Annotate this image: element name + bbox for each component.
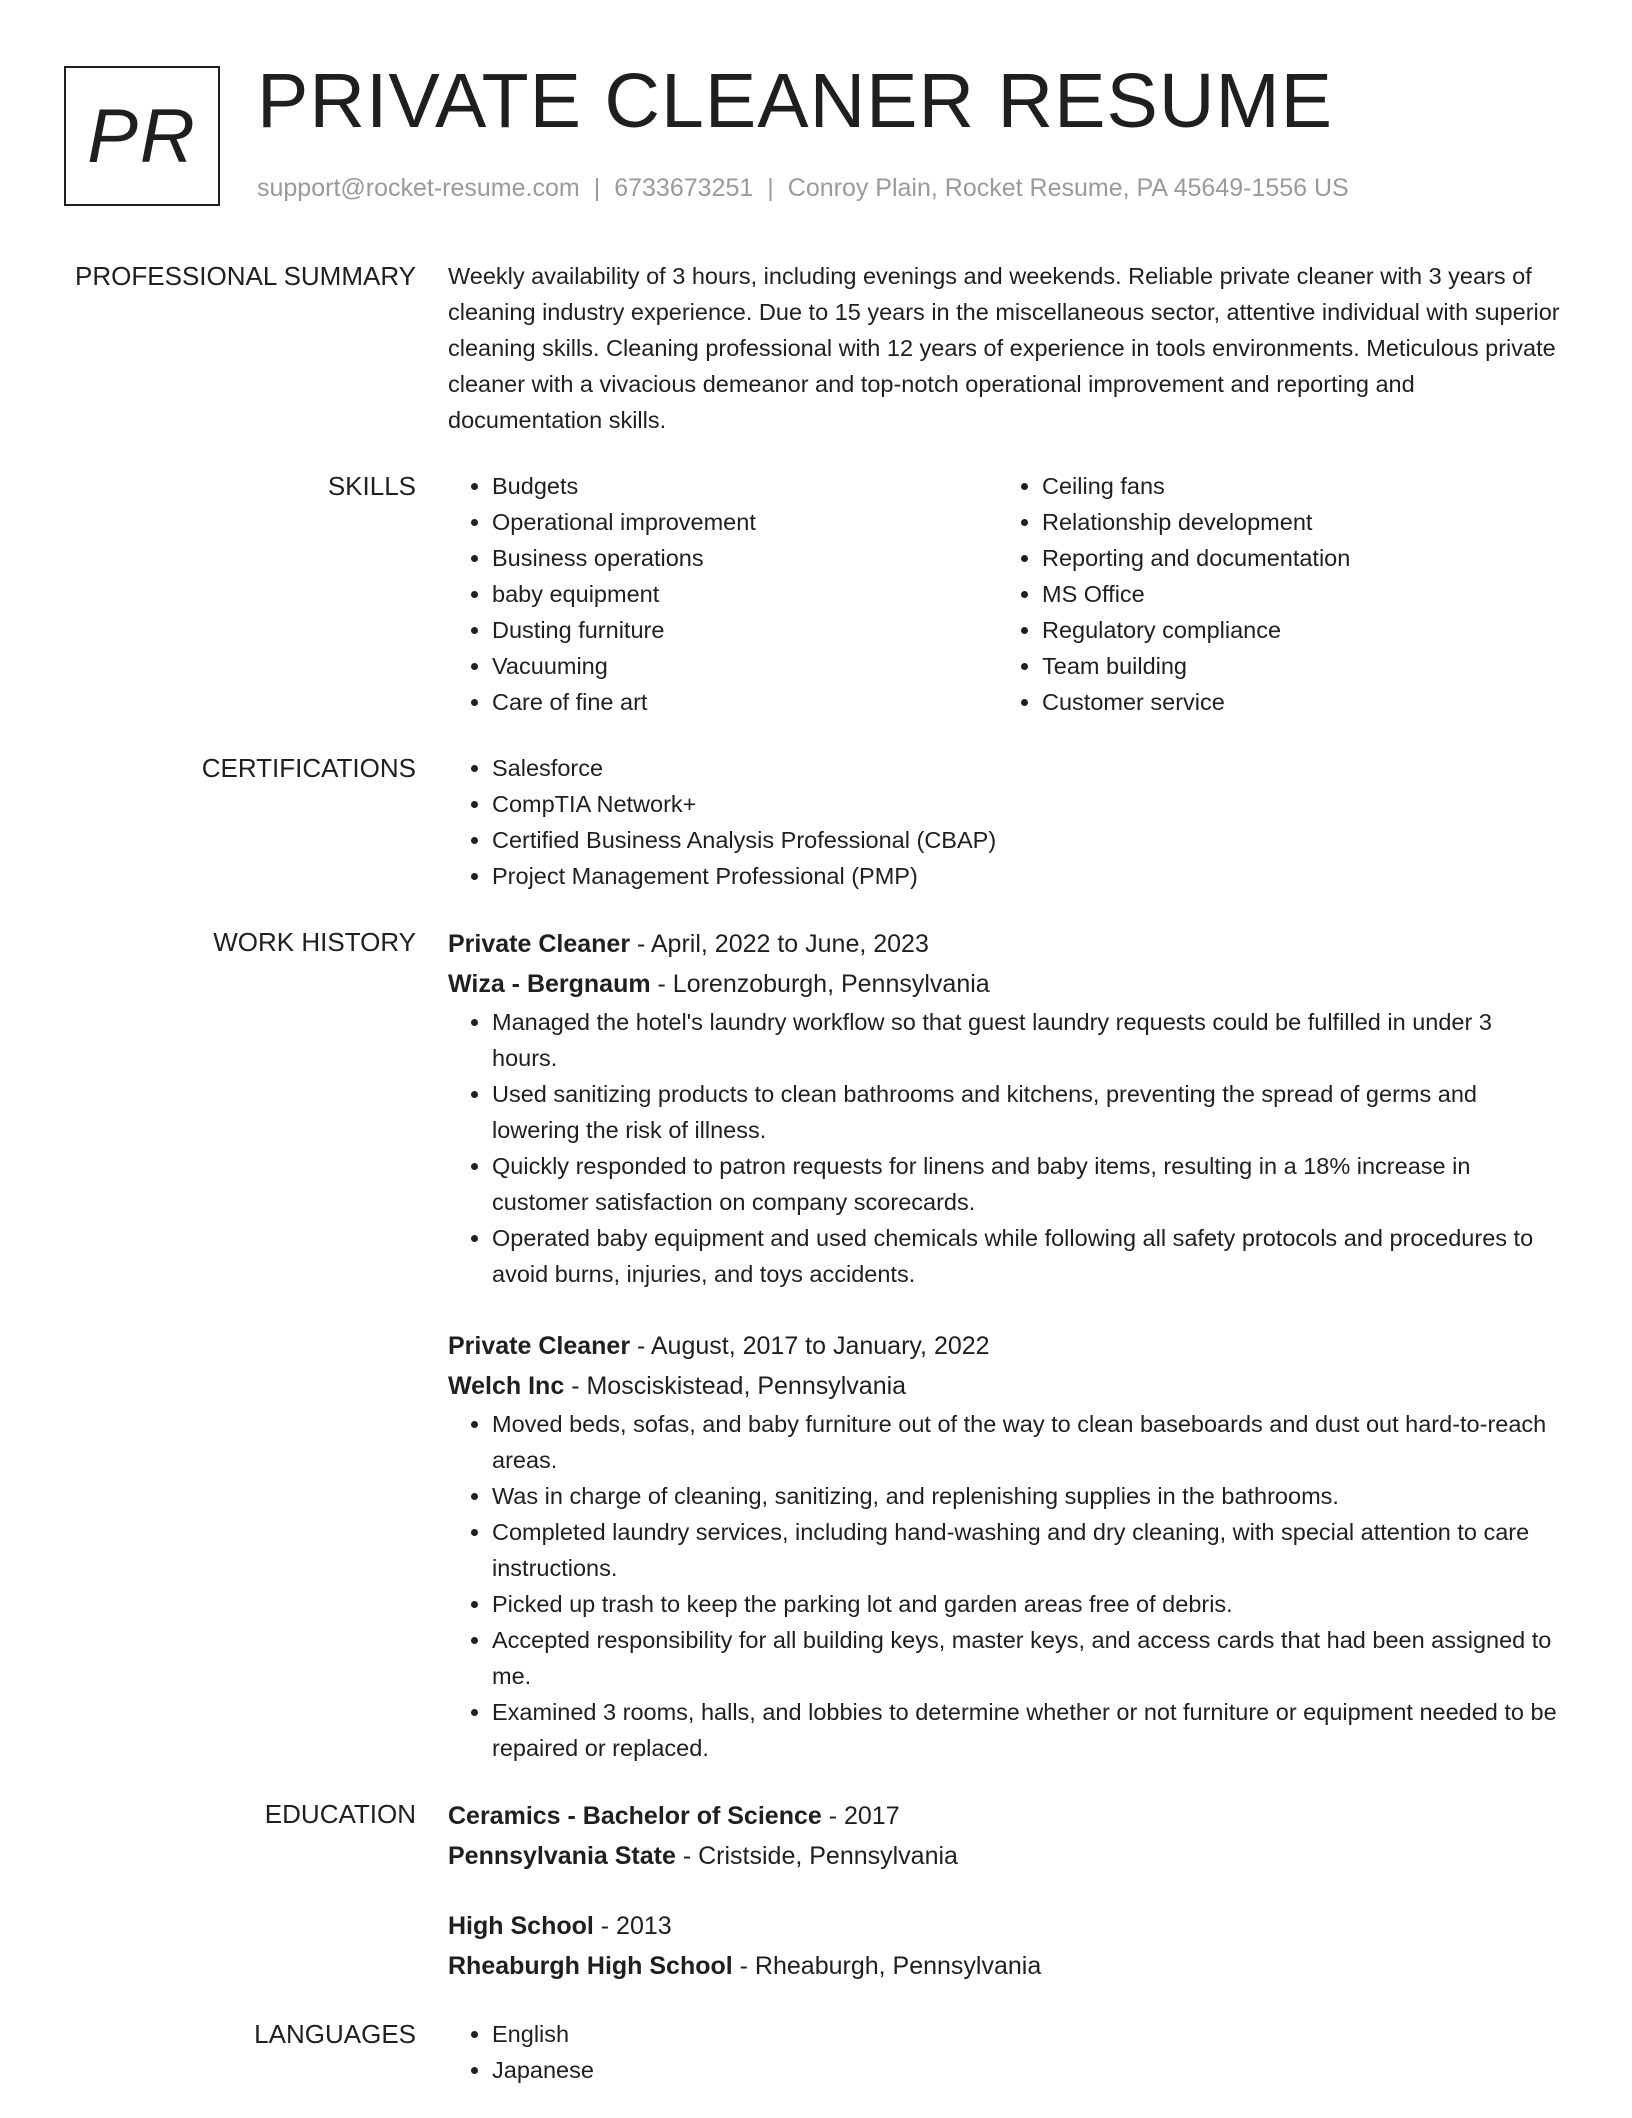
list-item: • Accepted responsibility for all building keys, master keys, and access cards that had been assigned to me. (492, 1622, 1560, 1694)
contact-separator: | (593, 174, 601, 202)
list-item: • Salesforce (492, 750, 1560, 786)
list-item: • Budgets (492, 468, 998, 504)
education-degree: High School (448, 1912, 594, 1940)
page-title: PRIVATE CLEANER RESUME (257, 58, 1333, 144)
education-degree: Ceramics - Bachelor of Science (448, 1802, 822, 1830)
list-item: • MS Office (1042, 576, 1548, 612)
job-role: Private Cleaner (448, 1332, 631, 1360)
list-item: • Vacuuming (492, 648, 998, 684)
contact-email[interactable]: support@rocket-resume.com (257, 174, 580, 202)
list-item: • Examined 3 rooms, halls, and lobbies to determine whether or not furniture or equipment needed to be repaired or replaced. (492, 1694, 1560, 1766)
section-title: CERTIFICATIONS (201, 753, 416, 783)
list-item: • Operational improvement (492, 504, 998, 540)
section-languages (0, 2016, 1632, 2088)
contact-separator: | (767, 174, 774, 202)
languages-list (448, 2016, 1560, 2088)
list-item: • Used sanitizing products to clean bathrooms and kitchens, preventing the spread of germs and lowering the risk of illness. (492, 1076, 1560, 1148)
skills-column-right (998, 468, 1548, 720)
job-bullets (448, 1406, 1560, 1766)
job-location: - Lorenzoburgh, Pennsylvania (650, 970, 990, 998)
education-school: Rheaburgh High School (448, 1952, 733, 1980)
education-location: - Cristside, Pennsylvania (675, 1842, 958, 1870)
job-entry (448, 924, 1560, 1292)
section-title: WORK HISTORY (213, 927, 416, 957)
list-item: • Reporting and documentation (1042, 540, 1548, 576)
list-item: • Business operations (492, 540, 998, 576)
job-company-line (448, 1366, 1560, 1406)
education-school: Pennsylvania State (448, 1842, 676, 1870)
section-body (448, 750, 1560, 894)
job-bullets (448, 1004, 1560, 1292)
list-item: • Regulatory compliance (1042, 612, 1548, 648)
section-certifications (0, 750, 1632, 894)
section-title: PROFESSIONAL SUMMARY (75, 261, 416, 291)
list-item: • Quickly responded to patron requests for linens and baby items, resulting in a 18% increase in customer satisfaction on company scorecards. (492, 1148, 1560, 1220)
contact-line (257, 174, 1592, 203)
section-body (448, 924, 1560, 1766)
section-work-history (0, 924, 1632, 1766)
section-education (0, 1796, 1632, 1986)
section-body (448, 258, 1560, 438)
education-year: - 2017 (821, 1802, 900, 1830)
skills-list (998, 468, 1548, 720)
education-degree-line (448, 1796, 1560, 1836)
list-item: • Japanese (492, 2052, 1560, 2088)
job-dates: - April, 2022 to June, 2023 (630, 930, 929, 958)
list-item: • Care of fine art (492, 684, 998, 720)
list-item: • English (492, 2016, 1560, 2052)
list-item: • Managed the hotel's laundry workflow so that guest laundry requests could be fulfilled in under 3 hours. (492, 1004, 1560, 1076)
section-body (448, 2016, 1560, 2088)
list-item: • Completed laundry services, including hand-washing and dry cleaning, with special attention to care instructions. (492, 1514, 1560, 1586)
list-item: • Dusting furniture (492, 612, 998, 648)
contact-phone[interactable]: 6733673251 (614, 174, 754, 202)
list-item: • Moved beds, sofas, and baby furniture out of the way to clean baseboards and dust out hard-to-reach areas. (492, 1406, 1560, 1478)
job-company: Wiza - Bergnaum (448, 970, 651, 998)
list-item: • baby equipment (492, 576, 998, 612)
job-company: Welch Inc (448, 1372, 565, 1400)
section-title: SKILLS (327, 471, 416, 501)
list-item: • Relationship development (1042, 504, 1548, 540)
education-school-line (448, 1836, 1560, 1876)
resume-header (257, 52, 1592, 203)
list-item: • Team building (1042, 648, 1548, 684)
education-year: - 2013 (593, 1912, 672, 1940)
list-item: • Was in charge of cleaning, sanitizing, and replenishing supplies in the bathrooms. (492, 1478, 1560, 1514)
education-entry (448, 1906, 1560, 1986)
education-location: - Rheaburgh, Pennsylvania (732, 1952, 1042, 1980)
list-item: • Customer service (1042, 684, 1548, 720)
summary-text: Weekly availability of 3 hours, including evenings and weekends. Reliable private cleaner with 3 years of cleaning industry experience. Due to 15 years in the miscellaneous sector, attentive individual with superior cleaning skills. Cleaning professional with 12 years of experience in tools environments. Meticulous private cleaner with a vivacious demeanor and top-notch operational improvement and reporting and documentation skills. (448, 263, 1560, 433)
job-location: - Mosciskistead, Pennsylvania (564, 1372, 907, 1400)
job-role-line (448, 1326, 1560, 1366)
job-role: Private Cleaner (448, 930, 631, 958)
monogram-logo: PR (64, 66, 220, 206)
list-item: • CompTIA Network+ (492, 786, 1560, 822)
list-item: • Certified Business Analysis Professional (CBAP) (492, 822, 1560, 858)
skills-grid (448, 468, 1560, 720)
contact-address: Conroy Plain, Rocket Resume, PA 45649-1556 US (787, 174, 1349, 202)
section-body (448, 1796, 1560, 1986)
certifications-list (448, 750, 1560, 894)
resume-content (0, 258, 1632, 2118)
job-role-line (448, 924, 1560, 964)
section-title: EDUCATION (264, 1799, 416, 1829)
education-school-line (448, 1946, 1560, 1986)
section-skills (0, 468, 1632, 720)
section-title: LANGUAGES (254, 2019, 416, 2049)
section-summary (0, 258, 1632, 438)
education-entry (448, 1796, 1560, 1876)
list-item: • Operated baby equipment and used chemicals while following all safety protocols and procedures to avoid burns, injuries, and toys accidents. (492, 1220, 1560, 1292)
list-item: • Ceiling fans (1042, 468, 1548, 504)
list-item: • Project Management Professional (PMP) (492, 858, 1560, 894)
job-company-line (448, 964, 1560, 1004)
skills-list (448, 468, 998, 720)
education-degree-line (448, 1906, 1560, 1946)
job-dates: - August, 2017 to January, 2022 (630, 1332, 990, 1360)
list-item: • Picked up trash to keep the parking lot and garden areas free of debris. (492, 1586, 1560, 1622)
skills-column-left (448, 468, 998, 720)
job-entry (448, 1326, 1560, 1766)
